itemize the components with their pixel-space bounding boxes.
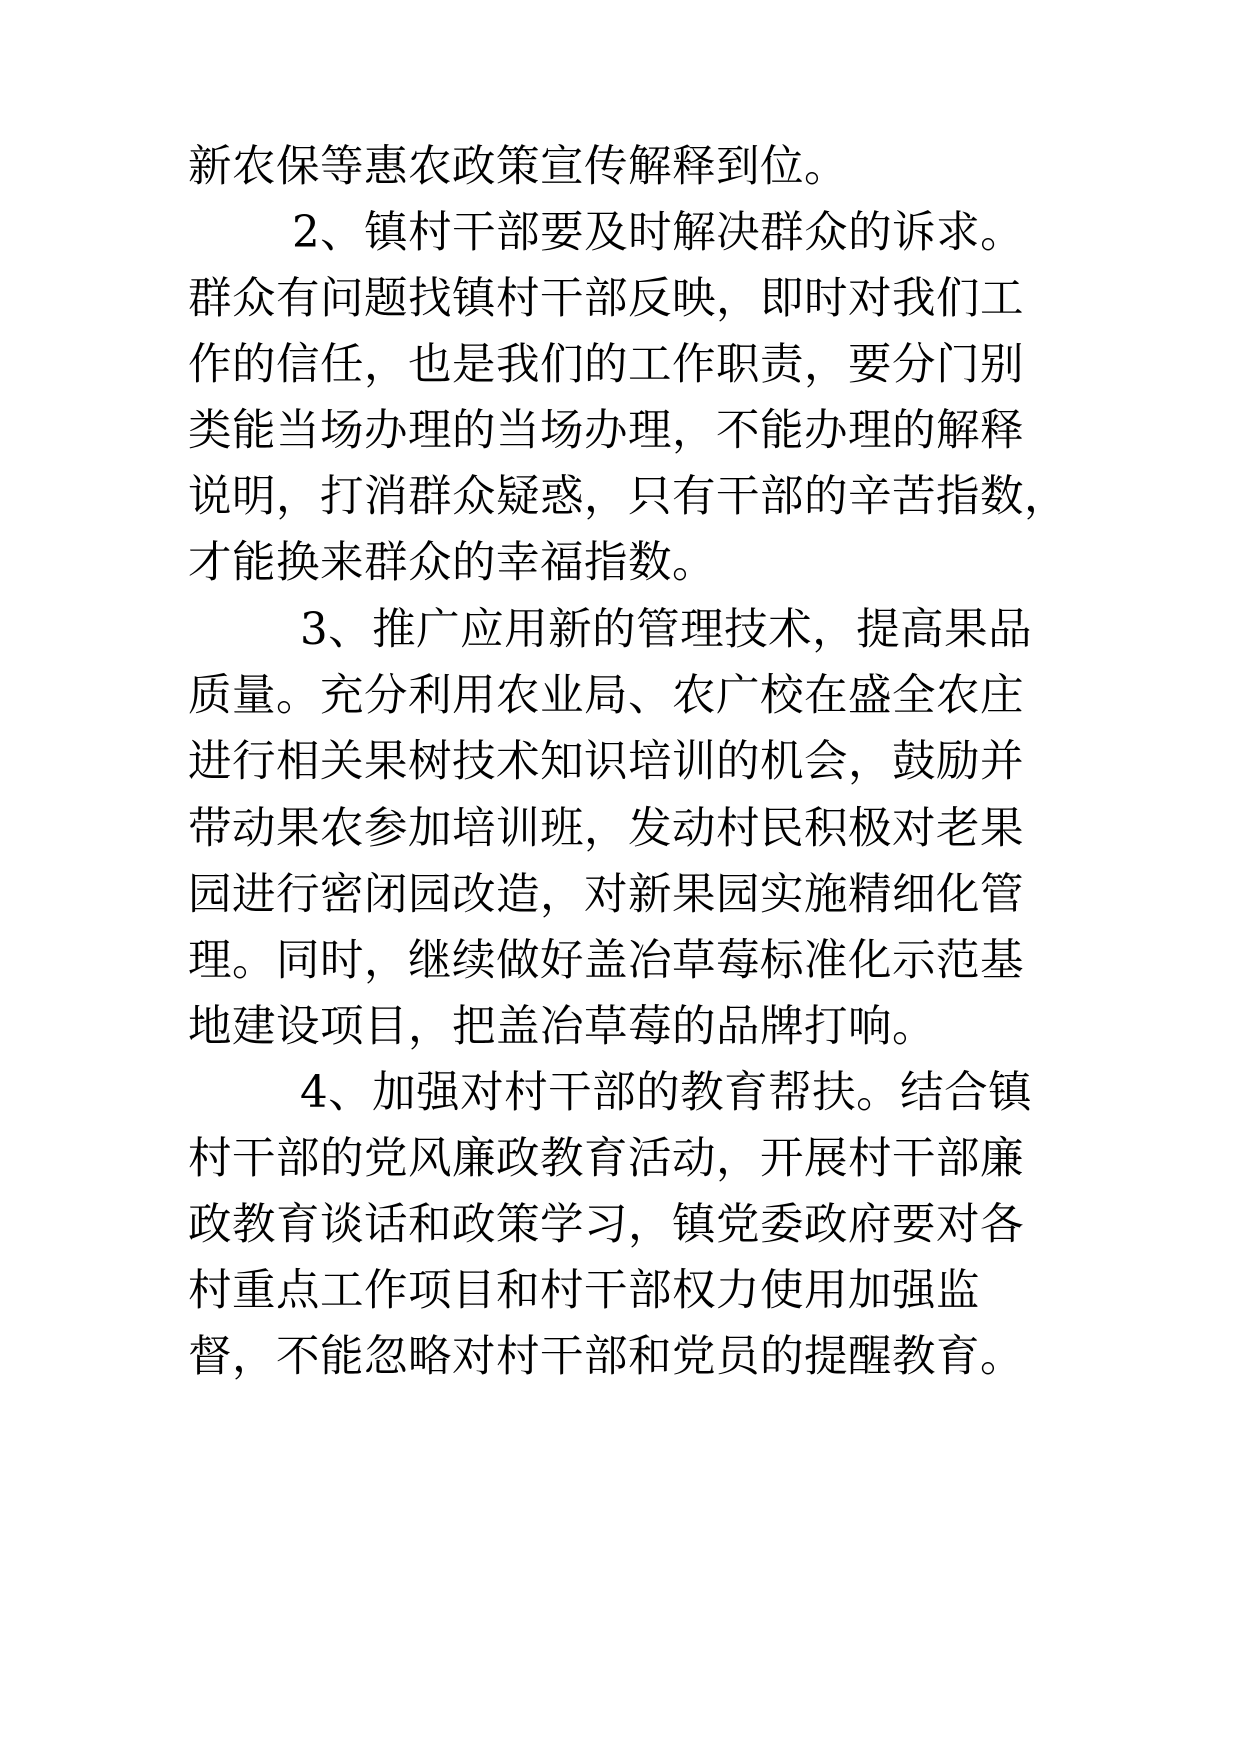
text-line: 才能换来群众的幸福指数。 (188, 538, 716, 588)
text-line: 督，不能忽略对村干部和党员的提醒教育。 (188, 1332, 1024, 1382)
text-line: 地建设项目，把盖冶草莓的品牌打响。 (188, 1002, 936, 1052)
text-line: 质量。充分利用农业局、农广校在盛全农庄 (188, 671, 1024, 721)
text-line: 4、加强对村干部的教育帮扶。结合镇 (300, 1068, 1033, 1118)
text-line: 进行相关果树技术知识培训的机会，鼓励并 (188, 737, 1024, 787)
text-line: 作的信任，也是我们的工作职责，要分门别 (188, 340, 1024, 390)
text-line: 理。同时，继续做好盖冶草莓标准化示范基 (188, 936, 1024, 986)
text-line: 村干部的党风廉政教育活动，开展村干部廉 (188, 1134, 1024, 1184)
text-line: 村重点工作项目和村干部权力使用加强监 (188, 1266, 980, 1316)
text-line: 3、推广应用新的管理技术，提高果品 (300, 605, 1033, 655)
text-line: 新农保等惠农政策宣传解释到位。 (188, 142, 848, 192)
text-line: 带动果农参加培训班，发动村民积极对老果 (188, 804, 1024, 854)
text-line: 说明，打消群众疑惑，只有干部的辛苦指数， (188, 472, 1068, 522)
text-line: 2、镇村干部要及时解决群众的诉求。 (292, 208, 1025, 258)
text-line: 类能当场办理的当场办理，不能办理的解释 (188, 406, 1024, 456)
text-line: 园进行密闭园改造，对新果园实施精细化管 (188, 870, 1024, 920)
text-line: 群众有问题找镇村干部反映，即时对我们工 (188, 274, 1024, 324)
text-line: 政教育谈话和政策学习，镇党委政府要对各 (188, 1200, 1024, 1250)
